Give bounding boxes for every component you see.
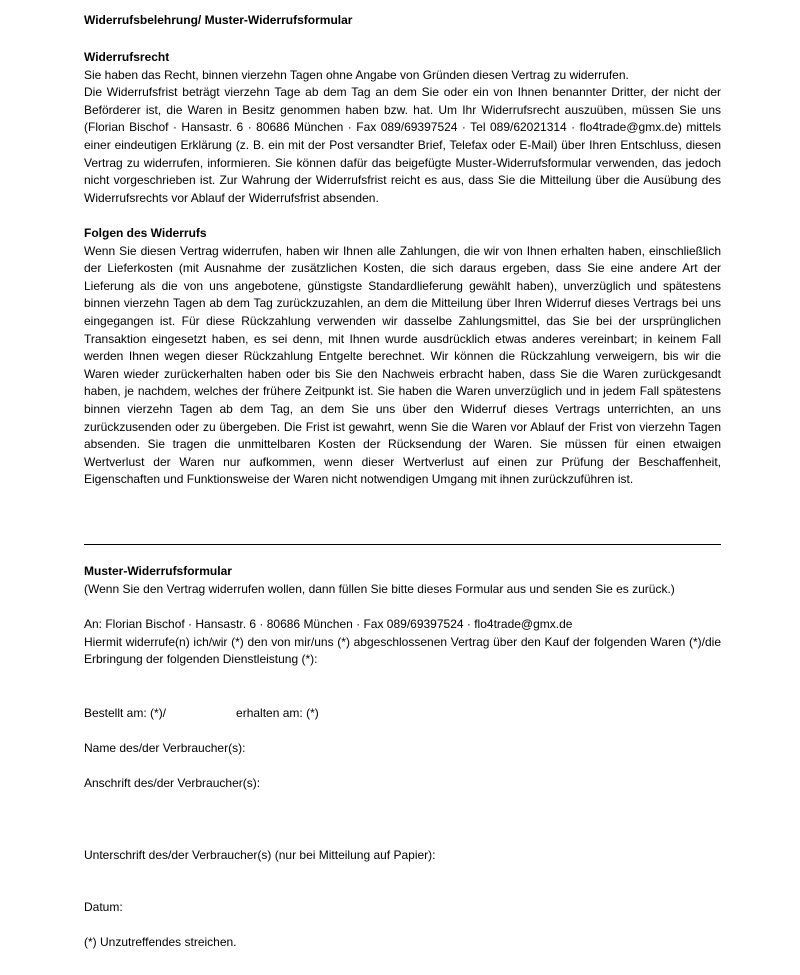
received-date-label: erhalten am: (*)	[236, 706, 319, 720]
formular-recipient-block	[84, 616, 721, 669]
consumer-name-label: Name des/der Verbraucher(s):	[84, 741, 246, 755]
formular-recipient: An: Florian Bischof · Hansastr. 6 · 80686 München · Fax 089/69397524 · flo4trade@gmx.de	[84, 617, 573, 631]
widerrufsrecht-paragraph-1: Sie haben das Recht, binnen vierzehn Tagen ohne Angabe von Gründen diesen Vertrag zu widerrufen.	[84, 67, 629, 82]
date-label: Datum:	[84, 900, 123, 914]
section-heading-formular: Muster-Widerrufsformular	[84, 564, 232, 578]
section-folgen	[84, 225, 721, 489]
section-divider	[84, 544, 721, 545]
formular-dates-row	[84, 705, 319, 723]
section-widerrufsrecht	[84, 49, 721, 207]
section-formular	[84, 563, 721, 598]
document-title: Widerrufsbelehrung/ Muster-Widerrufsformular	[84, 13, 353, 27]
ordered-date-label: Bestellt am: (*)/	[84, 706, 167, 720]
consumer-address-label: Anschrift des/der Verbraucher(s):	[84, 776, 261, 790]
formular-instruction: (Wenn Sie den Vertrag widerrufen wollen, dann füllen Sie bitte dieses Formular aus und senden Sie es zurück.)	[84, 581, 675, 596]
section-heading-widerrufsrecht: Widerrufsrecht	[84, 50, 170, 64]
folgen-paragraph: Wenn Sie diesen Vertrag widerrufen, haben wir Ihnen alle Zahlungen, die wir von Ihnen erhalten haben, einschließlich der Lieferkosten (mit Ausnahme der zusätzlichen Kosten, die sich daraus ergeben, dass Sie eine andere Art der Lieferung als die von uns angebotene, günstigste Standardlieferung gewählt haben), unverzüglich und spätestens binnen vierzehn Tagen ab dem Tag zurückzuzahlen, an dem die Mitteilung über Ihren Widerruf dieses Vertrags bei uns eingegangen ist. Für diese Rückzahlung verwenden wir dasselbe Zahlungsmittel, das Sie bei der ursprünglichen Transaktion eingesetzt haben, es sei denn, mit Ihnen wurde ausdrücklich etwas anderes vereinbart; in keinem Fall werden Ihnen wegen dieser Rückzahlung Entgelte berechnet. Wir können die Rückzahlung verweigern, bis wir die Waren wieder zurückerhalten haben oder bis Sie den Nachweis erbracht haben, dass Sie die Waren zurückgesandt haben, je nachdem, welches der frühere Zeitpunkt ist. Sie haben die Waren unverzüglich und in jedem Fall spätestens binnen vierzehn Tagen ab dem Tag, an dem Sie uns über den Widerruf dieses Vertrags unterrichten, an uns zurückzusenden oder zu übergeben. Die Frist ist gewahrt, wenn Sie die Waren vor Ablauf der Frist von vierzehn Tagen absenden. Sie tragen die unmittelbaren Kosten der Rücksendung der Waren. Sie müssen für einen etwaigen Wertverlust der Waren nur aufkommen, wenn dieser Wertverlust auf einen zur Prüfung der Beschaffenheit, Eigenschaften und Funktionsweise der Waren nicht notwendigen Umgang mit ihnen zurückzuführen ist.	[84, 243, 721, 487]
consumer-signature-label: Unterschrift des/der Verbraucher(s) (nur bei Mitteilung auf Papier):	[84, 848, 436, 862]
section-heading-folgen: Folgen des Widerrufs	[84, 226, 207, 240]
formular-declaration: Hiermit widerrufe(n) ich/wir (*) den von mir/uns (*) abgeschlossenen Vertrag über den Kauf der folgenden Waren (*)/die Erbringung der folgenden Dienstleistung (*):	[84, 634, 721, 667]
footnote: (*) Unzutreffendes streichen.	[84, 935, 237, 949]
widerrufsrecht-paragraph-2: Die Widerrufsfrist beträgt vierzehn Tage ab dem Tag an dem Sie oder ein von Ihnen benannter Dritter, der nicht der Beförderer ist, die Waren in Besitz genommen haben bzw. hat. Um Ihr Widerrufsrecht auszuüben, müssen Sie uns (Florian Bischof · Hansastr. 6 · 80686 München · Fax 089/69397524 · Tel 089/62021314 · flo4trade@gmx.de) mittels einer eindeutigen Erklärung (z. B. ein mit der Post versandter Brief, Telefax oder E-Mail) über Ihren Entschluss, diesen Vertrag zu widerrufen, informieren. Sie können dafür das beigefügte Muster-Widerrufsformular verwenden, das jedoch nicht vorgeschrieben ist. Zur Wahrung der Widerrufsfrist reicht es aus, dass Sie die Mitteilung über die Ausübung des Widerrufsrechts vor Ablauf der Widerrufsfrist absenden.	[84, 85, 721, 205]
